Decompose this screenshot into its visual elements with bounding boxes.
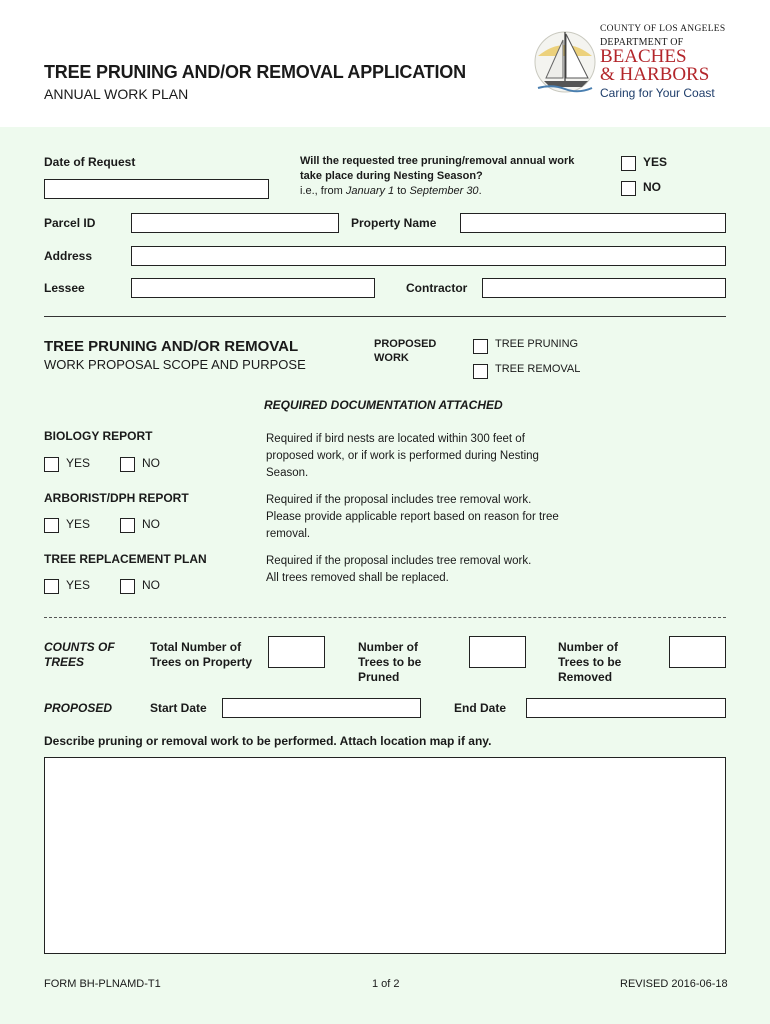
form-title: TREE PRUNING AND/OR REMOVAL APPLICATION xyxy=(44,62,466,82)
tree-pruning-label: TREE PRUNING xyxy=(495,338,579,350)
end-date-field[interactable] xyxy=(526,698,726,718)
nesting-season-hint: i.e., from January 1 to September 30. xyxy=(300,185,482,197)
arborist-report-yes-label: YES xyxy=(66,517,91,531)
arborist-report-no-checkbox[interactable] xyxy=(120,518,135,533)
nesting-yes-checkbox[interactable] xyxy=(621,156,636,171)
page-number: 1 of 2 xyxy=(372,978,400,990)
work-description-textarea[interactable] xyxy=(44,757,726,954)
counts-of-trees-label: COUNTS OF TREES xyxy=(44,640,115,669)
trees-removed-label: Number of Trees to be Removed xyxy=(558,640,622,684)
trees-pruned-field[interactable] xyxy=(469,636,526,668)
department-logo xyxy=(528,20,728,104)
nesting-yes-label: YES xyxy=(643,155,668,169)
proposed-work-label-line1: PROPOSED xyxy=(374,338,437,350)
tree-removal-checkbox[interactable] xyxy=(473,364,488,379)
form-id: FORM BH-PLNAMD-T1 xyxy=(44,978,161,990)
nesting-no-checkbox[interactable] xyxy=(621,181,636,196)
biology-report-description: Required if bird nests are located within 300 feet of proposed work, or if work is performed during Nesting Season. xyxy=(266,433,539,479)
logo-beaches-text: BEACHES xyxy=(600,46,687,67)
section-divider xyxy=(44,316,726,317)
trees-pruned-label: Number of Trees to be Pruned xyxy=(358,640,422,684)
proposed-work-label-line2: WORK xyxy=(374,352,409,364)
logo-department-text: DEPARTMENT OF xyxy=(600,37,684,48)
tree-replacement-yes-checkbox[interactable] xyxy=(44,579,59,594)
address-field[interactable] xyxy=(131,246,726,266)
required-documentation-heading: REQUIRED DOCUMENTATION ATTACHED xyxy=(264,398,503,412)
trees-removed-field[interactable] xyxy=(669,636,726,668)
property-name-field[interactable] xyxy=(460,213,726,233)
tree-replacement-plan-label: TREE REPLACEMENT PLAN xyxy=(44,552,207,566)
parcel-id-field[interactable] xyxy=(131,213,339,233)
date-of-request-field[interactable] xyxy=(44,179,269,199)
sailboat-logo-icon xyxy=(532,26,598,98)
form-subtitle: ANNUAL WORK PLAN xyxy=(44,86,189,102)
tree-pruning-checkbox[interactable] xyxy=(473,339,488,354)
biology-report-no-label: NO xyxy=(142,456,160,470)
dashed-divider xyxy=(44,617,726,618)
nesting-question-line1: Will the requested tree pruning/removal annual work xyxy=(300,155,575,167)
biology-report-yes-checkbox[interactable] xyxy=(44,457,59,472)
proposed-label: PROPOSED xyxy=(44,701,113,715)
arborist-report-label: ARBORIST/DPH REPORT xyxy=(44,491,189,505)
logo-harbors-text: & HARBORS xyxy=(600,64,710,85)
work-description-label: Describe pruning or removal work to be performed. Attach location map if any. xyxy=(44,734,492,748)
property-name-label: Property Name xyxy=(351,216,437,230)
tree-replacement-description: Required if the proposal includes tree removal work. All trees removed shall be replaced. xyxy=(266,555,532,584)
tree-replacement-no-label: NO xyxy=(142,578,160,592)
arborist-report-description: Required if the proposal includes tree removal work. Please provide applicable report based on reason for tree removal. xyxy=(266,494,559,540)
date-of-request-label: Date of Request xyxy=(44,155,136,169)
arborist-report-yes-checkbox[interactable] xyxy=(44,518,59,533)
start-date-field[interactable] xyxy=(222,698,421,718)
lessee-label: Lessee xyxy=(44,281,85,295)
start-date-label: Start Date xyxy=(150,701,207,715)
proposal-section-subtitle: WORK PROPOSAL SCOPE AND PURPOSE xyxy=(44,357,306,372)
contractor-field[interactable] xyxy=(482,278,726,298)
tree-replacement-no-checkbox[interactable] xyxy=(120,579,135,594)
arborist-report-no-label: NO xyxy=(142,517,160,531)
biology-report-no-checkbox[interactable] xyxy=(120,457,135,472)
biology-report-yes-label: YES xyxy=(66,456,91,470)
revised-date: REVISED 2016-06-18 xyxy=(620,978,728,990)
parcel-id-label: Parcel ID xyxy=(44,216,96,230)
logo-county-text: COUNTY OF LOS ANGELES xyxy=(600,24,726,34)
lessee-field[interactable] xyxy=(131,278,375,298)
end-date-label: End Date xyxy=(454,701,507,715)
tree-replacement-yes-label: YES xyxy=(66,578,91,592)
address-label: Address xyxy=(44,249,93,263)
logo-tagline: Caring for Your Coast xyxy=(600,86,715,100)
proposal-section-title: TREE PRUNING AND/OR REMOVAL xyxy=(44,338,299,355)
nesting-question-line2: take place during Nesting Season? xyxy=(300,170,483,182)
nesting-no-label: NO xyxy=(643,180,661,194)
total-trees-field[interactable] xyxy=(268,636,325,668)
tree-removal-label: TREE REMOVAL xyxy=(495,363,581,375)
contractor-label: Contractor xyxy=(406,281,468,295)
total-trees-label: Total Number of Trees on Property xyxy=(150,640,253,669)
biology-report-label: BIOLOGY REPORT xyxy=(44,429,153,443)
